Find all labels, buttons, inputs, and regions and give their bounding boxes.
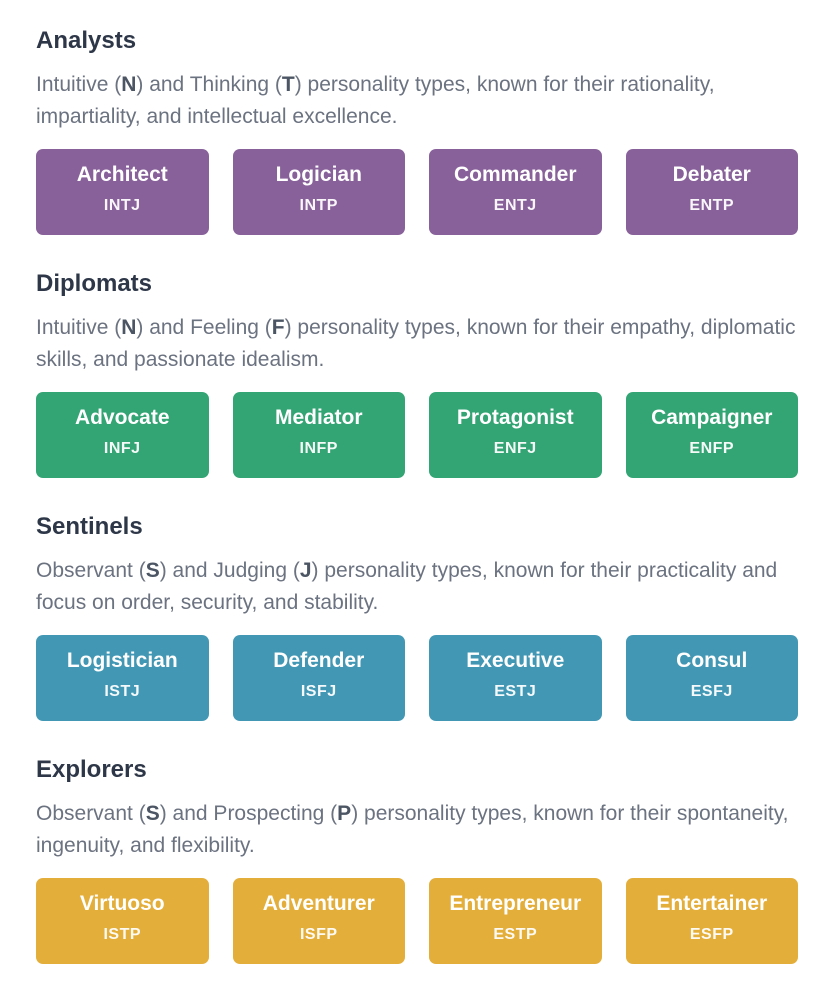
type-name: Commander <box>453 163 577 186</box>
group-title: Sentinels <box>36 513 143 540</box>
group-description: Observant (S) and Judging (J) personality types, known for their practicality and focus on order, security, and stability. <box>36 559 778 614</box>
type-name: Executive <box>466 649 565 672</box>
group-title: Explorers <box>36 756 147 783</box>
type-code: ENFP <box>689 440 735 457</box>
type-name: Mediator <box>274 406 363 429</box>
type-code: ESFP <box>689 926 734 943</box>
type-code: INTJ <box>103 197 141 214</box>
type-name: Logistician <box>66 649 178 672</box>
type-card-commander[interactable] <box>429 149 602 235</box>
type-code: ENTJ <box>493 197 537 214</box>
type-card-advocate[interactable] <box>36 392 209 478</box>
group-sentinels <box>36 486 798 729</box>
type-name: Entrepreneur <box>449 892 582 915</box>
type-code: ISFP <box>299 926 338 943</box>
group-diplomats <box>36 243 798 486</box>
type-code: ESFJ <box>690 683 733 700</box>
type-card-virtuoso[interactable] <box>36 878 209 964</box>
type-card-architect[interactable] <box>36 149 209 235</box>
type-code: INFP <box>299 440 338 457</box>
type-card-protagonist[interactable] <box>429 392 602 478</box>
type-code: ISFJ <box>300 683 337 700</box>
type-card-debater[interactable] <box>626 149 799 235</box>
type-name: Architect <box>76 163 168 186</box>
type-cards <box>36 878 798 964</box>
group-title: Analysts <box>36 27 137 54</box>
type-name: Advocate <box>74 406 170 429</box>
group-analysts <box>36 0 798 243</box>
type-cards <box>36 149 798 235</box>
type-card-defender[interactable] <box>233 635 406 721</box>
type-card-entertainer[interactable] <box>626 878 799 964</box>
type-name: Virtuoso <box>79 892 165 915</box>
type-card-adventurer[interactable] <box>233 878 406 964</box>
type-name: Campaigner <box>651 406 773 429</box>
type-code: ENFJ <box>493 440 537 457</box>
type-code: ESTP <box>493 926 538 943</box>
type-card-executive[interactable] <box>429 635 602 721</box>
type-code: INFJ <box>103 440 141 457</box>
type-name: Adventurer <box>262 892 375 915</box>
type-card-mediator[interactable] <box>233 392 406 478</box>
type-code: ESTJ <box>494 683 537 700</box>
type-code: ISTJ <box>104 683 141 700</box>
type-card-entrepreneur[interactable] <box>429 878 602 964</box>
type-name: Debater <box>672 163 751 186</box>
type-name: Protagonist <box>456 406 574 429</box>
group-description: Intuitive (N) and Thinking (T) personality types, known for their rationality, impartiality, and intellectual excellence. <box>36 73 715 128</box>
type-code: ISTP <box>103 926 142 943</box>
group-description: Intuitive (N) and Feeling (F) personality types, known for their empathy, diplomatic skills, and passionate idealism. <box>36 316 796 371</box>
type-name: Entertainer <box>656 892 768 915</box>
type-cards <box>36 635 798 721</box>
type-card-campaigner[interactable] <box>626 392 799 478</box>
group-explorers <box>36 729 798 972</box>
type-code: INTP <box>299 197 338 214</box>
type-card-logician[interactable] <box>233 149 406 235</box>
group-description: Observant (S) and Prospecting (P) personality types, known for their spontaneity, ingenuity, and flexibility. <box>36 802 789 857</box>
type-cards <box>36 392 798 478</box>
type-card-logistician[interactable] <box>36 635 209 721</box>
type-name: Consul <box>676 649 748 672</box>
type-name: Logician <box>275 163 362 186</box>
type-card-consul[interactable] <box>626 635 799 721</box>
type-code: ENTP <box>689 197 735 214</box>
group-title: Diplomats <box>36 270 153 297</box>
type-name: Defender <box>273 649 365 672</box>
